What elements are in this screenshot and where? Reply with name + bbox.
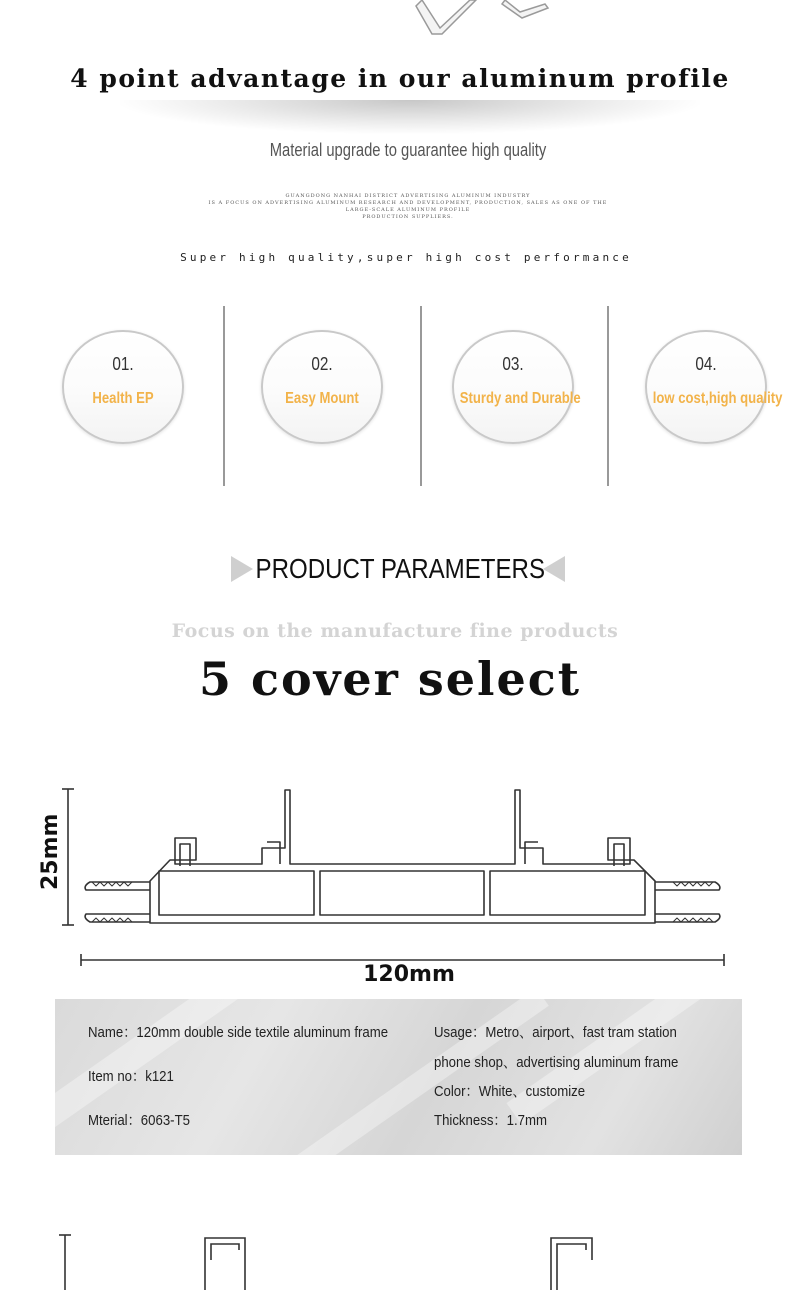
cover-select-heading: 5 cover select	[198, 652, 582, 706]
height-dimension-label: 25mm	[38, 813, 63, 890]
advantage-circle-2	[261, 330, 383, 444]
advantage-circle-4	[645, 330, 783, 444]
spec-name: Name：120mm double side textile aluminum frame	[88, 1024, 389, 1041]
advantage-label: Health EP	[92, 390, 154, 407]
spec-item-no: Item no：k121	[88, 1068, 174, 1085]
spec-usage: Usage：Metro、airport、fast tram station	[434, 1024, 677, 1041]
section-title: PRODUCT PARAMETERS	[255, 553, 546, 584]
advantage-number: 01.	[112, 354, 134, 374]
spec-material: Mterial：6063-T5	[88, 1112, 190, 1129]
advantage-number: 02.	[311, 354, 333, 374]
bottom-partial-drawing	[55, 1230, 655, 1290]
advantage-circle-1	[62, 330, 184, 444]
triangle-left-icon	[543, 556, 565, 582]
spec-thickness: Thickness：1.7mm	[434, 1112, 547, 1129]
spec-color: Color：White、customize	[434, 1083, 586, 1100]
advantage-number: 04.	[695, 354, 717, 374]
small-text-line-1: GUANGDONG NANHAI DISTRICT ADVERTISING ALUMINUM INDUSTRY	[285, 193, 531, 199]
spec-usage-cont: phone shop、advertising aluminum frame	[434, 1054, 679, 1071]
small-text-line-4: PRODUCTION SUPPLIERS.	[362, 214, 454, 220]
divider-1	[223, 306, 225, 486]
tagline: Super high quality,super high cost performance	[180, 251, 632, 264]
focus-tagline: Focus on the manufacture fine products	[171, 620, 619, 642]
small-text-line-2: IS A FOCUS ON ADVERTISING ALUMINUM RESEARCH AND DEVELOPMENT, PRODUCTION, SALES AS ONE OF THE	[208, 200, 608, 206]
divider-3	[607, 306, 609, 486]
page-title: 4 point advantage in our aluminum profile	[70, 64, 730, 93]
small-text-line-3: LARGE-SCALE ALUMINUM PROFILE	[345, 207, 471, 213]
advantage-label: Sturdy and Durable	[459, 390, 581, 407]
spec-panel	[55, 999, 742, 1155]
advantage-label: Easy Mount	[285, 390, 359, 407]
advantage-label: low cost,high quality	[652, 390, 783, 407]
title-shadow	[120, 100, 700, 134]
subtitle: Material upgrade to guarantee high quality	[269, 140, 547, 160]
advantage-number: 03.	[502, 354, 524, 374]
divider-2	[420, 306, 422, 486]
width-dimension-label: 120mm	[363, 962, 455, 987]
advantage-circle-3	[452, 330, 581, 444]
top-partial-graphic	[410, 0, 570, 40]
